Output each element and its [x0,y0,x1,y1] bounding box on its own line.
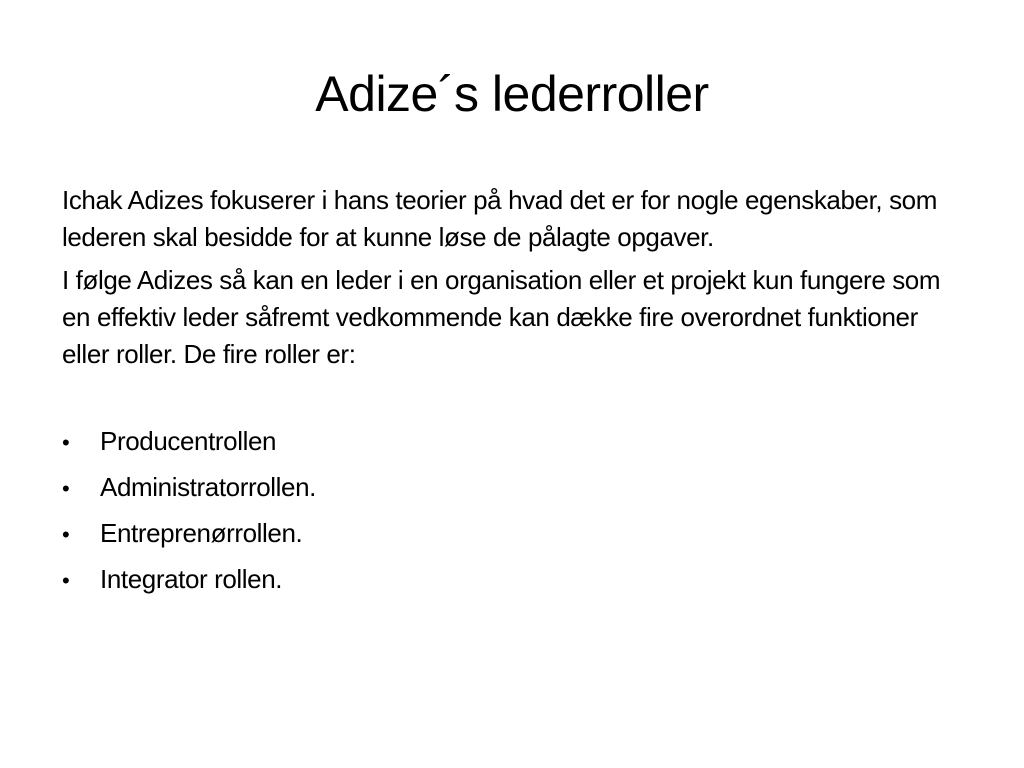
list-item-label: Producentrollen [100,426,277,456]
spacer [62,379,962,419]
list-item-label: Administratorrollen. [100,472,316,502]
list-item-label: Integrator rollen. [100,564,283,594]
list-item [62,511,962,557]
list-item [62,419,962,465]
paragraph-roles: I følge Adizes så kan en leder i en organisation eller et projekt kun fungere som en effektiv leder såfremt vedkommende kan dække fire overordnet funktioner eller roller. De fire roller er: [62,265,941,369]
list-item [62,465,962,511]
paragraph-intro: Ichak Adizes fokuserer i hans teorier på hvad det er for nogle egenskaber, som lederen skal besidde for at kunne løse de pålagte opgaver. [62,185,937,252]
bullet-icon: • [62,430,70,455]
list-item [62,557,962,603]
roles-list [62,419,962,603]
slide-body [62,182,962,603]
bullet-icon: • [62,568,70,593]
list-item-label: Entreprenørrollen. [100,518,303,548]
slide-title: Adize´s lederroller [315,66,709,122]
bullet-icon: • [62,476,70,501]
bullet-icon: • [62,522,70,547]
